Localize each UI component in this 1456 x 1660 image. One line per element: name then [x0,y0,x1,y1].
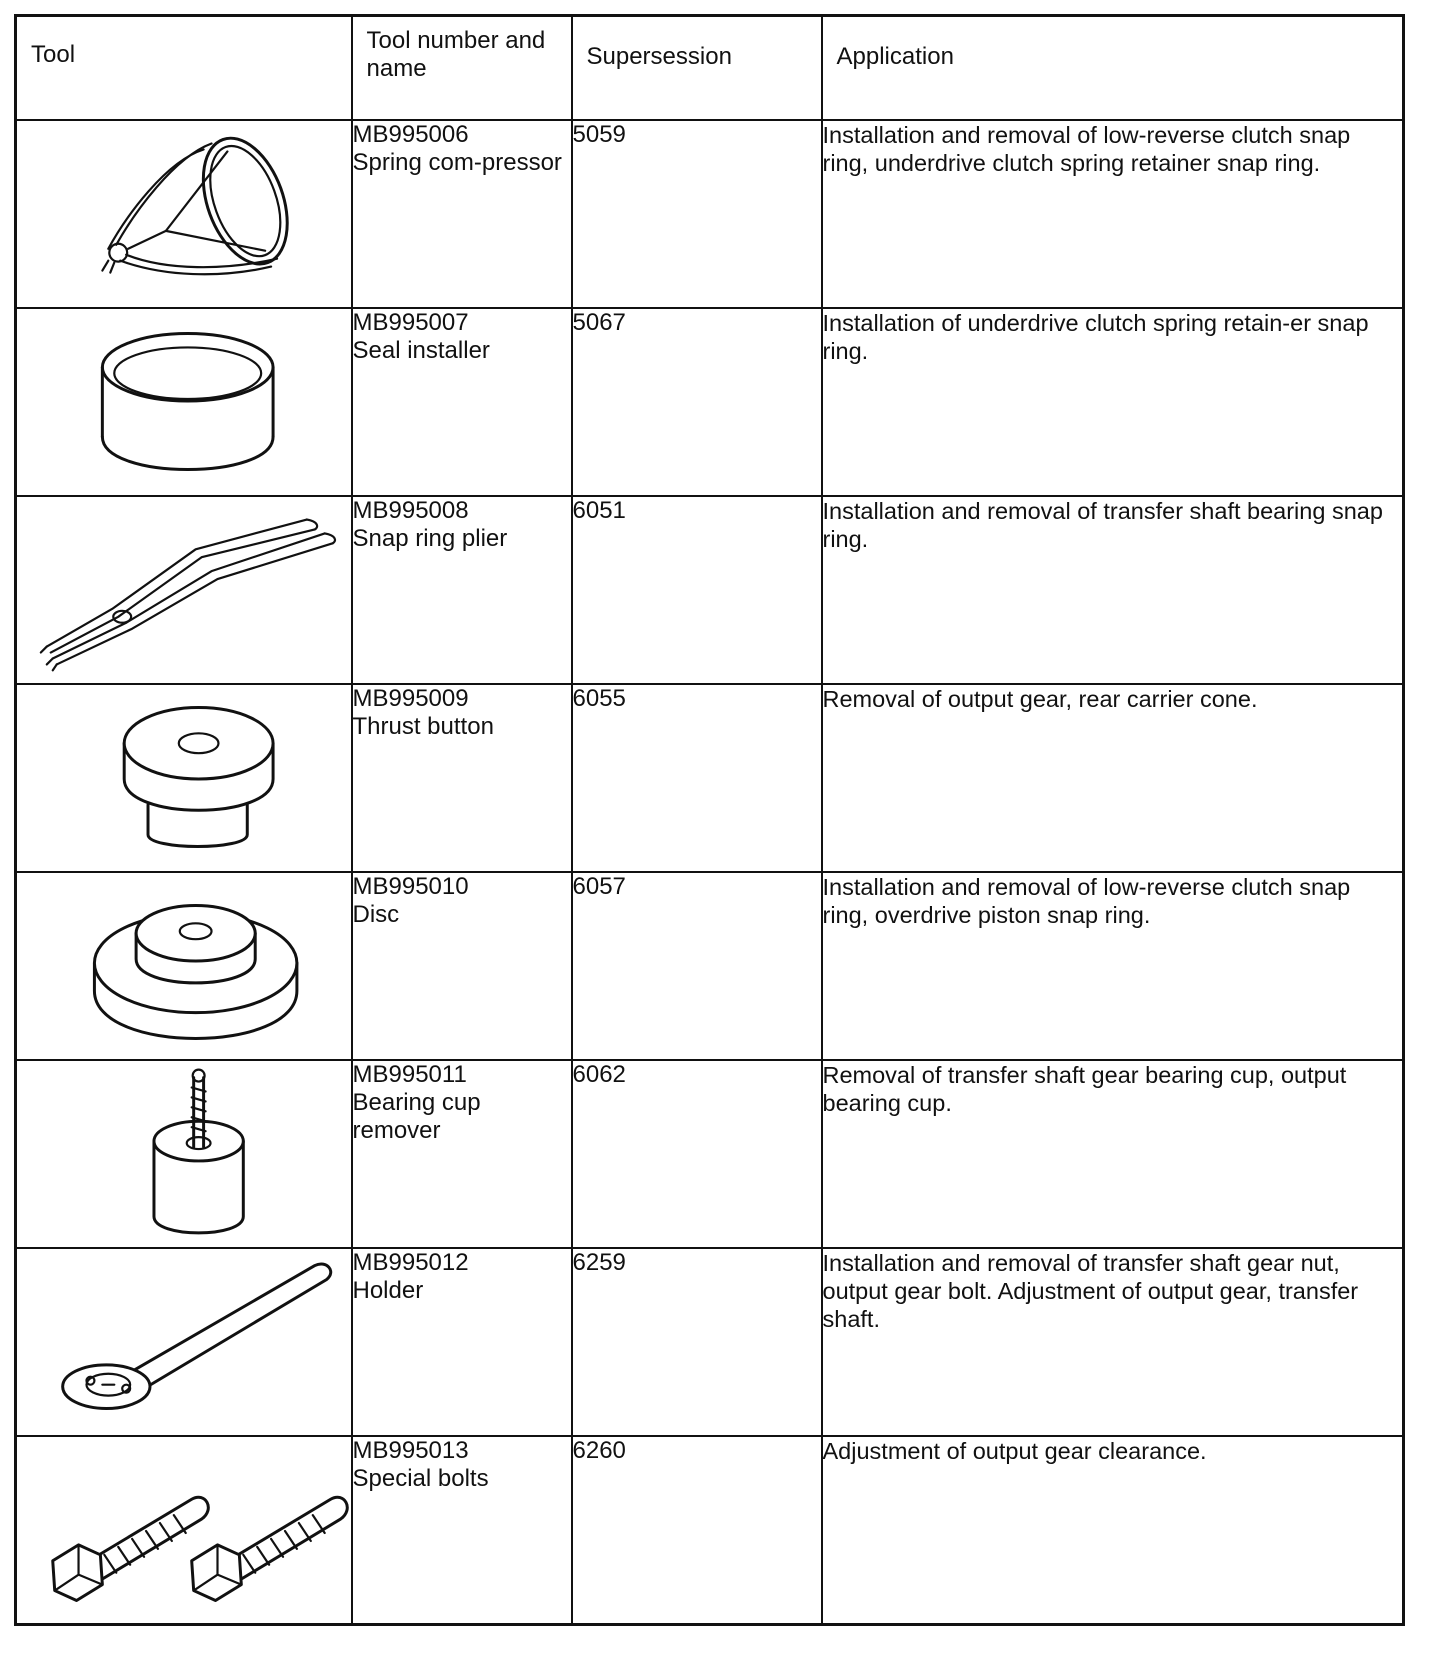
tool-number: MB995006 [352,121,469,148]
application-cell: Installation and removal of low-reverse clutch snap ring, overdrive piston snap ring. [822,872,1404,1060]
application-cell: Installation and removal of transfer shaft gear nut, output gear bolt. Adjustment of output gear, transfer shaft. [822,1248,1404,1436]
table-header-row [16,16,1404,121]
tools-sheet [14,14,1402,1626]
bearing-cup-remover-icon [17,1061,351,1247]
tool-number: MB995011 [352,1061,467,1088]
application-cell: Installation and removal of transfer shaft bearing snap ring. [822,496,1404,684]
tool-number: MB995010 [352,873,469,900]
tool-name: Disc [352,901,400,928]
special-bolts-icon [17,1437,351,1623]
tool-name: Thrust button [352,713,494,740]
tool-image-cell [16,1060,352,1248]
supersession-cell: 5067 [572,308,822,496]
tool-image-cell [16,496,352,684]
spring-compressor-icon [17,121,351,307]
special-tools-table [14,14,1405,1626]
header-tool: Tool [16,16,352,121]
tool-name: Bearing cup remover [352,1089,481,1144]
tool-number-name-cell [352,496,572,684]
tool-name: Seal installer [352,337,490,364]
tool-image-cell [16,308,352,496]
snap-ring-plier-icon [17,497,351,683]
tool-number: MB995012 [352,1249,469,1276]
supersession-cell: 6057 [572,872,822,1060]
tool-name: Special bolts [352,1465,489,1492]
supersession-cell: 6259 [572,1248,822,1436]
tool-image-cell [16,684,352,872]
table-row [16,496,1404,684]
tool-number-name-cell [352,308,572,496]
tool-number-name-cell [352,120,572,308]
supersession-cell: 6051 [572,496,822,684]
header-number-name: Tool number and name [352,16,572,121]
supersession-cell: 5059 [572,120,822,308]
supersession-cell: 6260 [572,1436,822,1625]
supersession-cell: 6055 [572,684,822,872]
tool-number-name-cell [352,1060,572,1248]
thrust-button-icon [17,685,351,871]
disc-icon [17,873,351,1059]
tool-image-cell [16,1248,352,1436]
tool-name: Holder [352,1277,424,1304]
application-cell: Installation of underdrive clutch spring retain-er snap ring. [822,308,1404,496]
holder-icon [17,1249,351,1435]
tool-number: MB995013 [352,1437,469,1464]
table-row [16,1248,1404,1436]
tool-number-name-cell [352,1436,572,1625]
supersession-cell: 6062 [572,1060,822,1248]
tool-image-cell [16,1436,352,1625]
seal-installer-icon [17,309,351,495]
tool-number-name-cell [352,1248,572,1436]
header-application: Application [822,16,1404,121]
tool-number-name-cell [352,872,572,1060]
table-row [16,1436,1404,1625]
table-row [16,872,1404,1060]
table-row [16,120,1404,308]
application-cell: Removal of output gear, rear carrier cone. [822,684,1404,872]
tool-number: MB995008 [352,497,469,524]
table-row [16,1060,1404,1248]
header-supersession: Supersession [572,16,822,121]
tool-name: Snap ring plier [352,525,508,552]
application-cell: Adjustment of output gear clearance. [822,1436,1404,1625]
tool-name: Spring com-pressor [352,149,562,176]
tool-number: MB995009 [352,685,469,712]
application-cell: Installation and removal of low-reverse clutch snap ring, underdrive clutch spring retainer snap ring. [822,120,1404,308]
table-row [16,308,1404,496]
application-cell: Removal of transfer shaft gear bearing cup, output bearing cup. [822,1060,1404,1248]
tool-image-cell [16,120,352,308]
tool-number: MB995007 [352,309,469,336]
tool-number-name-cell [352,684,572,872]
tool-image-cell [16,872,352,1060]
table-row [16,684,1404,872]
